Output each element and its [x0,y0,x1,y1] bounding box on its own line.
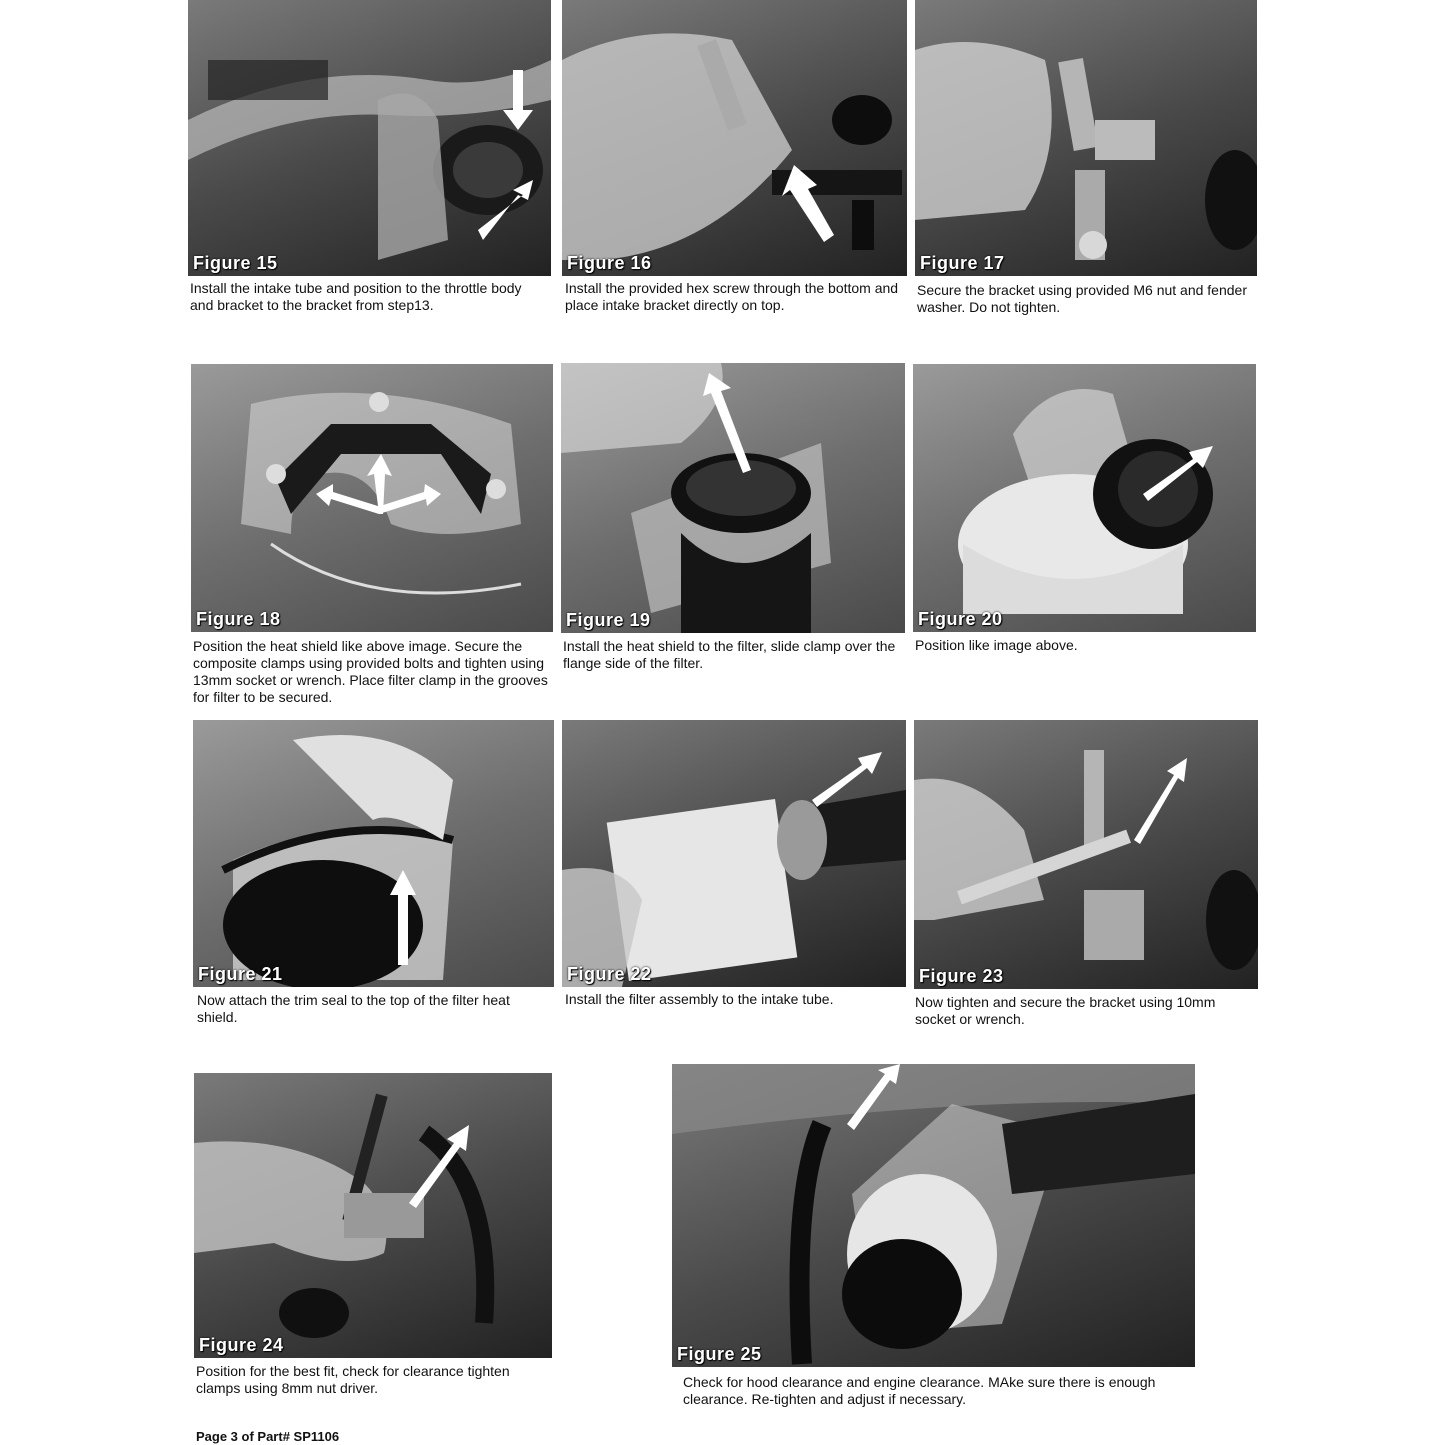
figure-16-photo [562,0,907,276]
figure-label: Figure 20 [918,609,1003,629]
figure-label: Figure 22 [567,964,652,984]
figure-24-illustration [194,1073,552,1358]
figure-21-caption: Now attach the trim seal to the top of the filter heat shield. [197,992,510,1025]
figure-23-caption: Now tighten and secure the bracket using 10mm socket or wrench. [915,994,1216,1027]
figure-label: Figure 25 [677,1344,762,1364]
figure-21-photo [193,720,554,987]
figure-22-photo [562,720,906,987]
figure-15-illustration [188,0,551,276]
page-footer: Page 3 of Part# SP1106 [196,1429,340,1444]
figure-15-caption: Install the intake tube and position to the throttle body and bracket to the bracket from step13. [190,280,522,313]
figure-24-caption: Position for the best fit, check for clearance tighten clamps using 8mm nut driver. [196,1363,510,1396]
figure-25-photo [672,1064,1195,1367]
figure-label: Figure 15 [193,253,278,273]
figure-23-photo [914,720,1258,989]
figure-label: Figure 23 [919,966,1004,986]
figure-label: Figure 19 [566,610,651,630]
figure-18-caption: Position the heat shield like above image. Secure the composite clamps using provided bolts and tighten using 13mm socket or wrench. Place filter clamp in the grooves for filter to be secured. [193,638,548,705]
figure-18-photo [191,364,553,632]
figure-15-photo [188,0,551,276]
figure-label: Figure 18 [196,609,281,629]
figure-17-illustration [915,0,1257,276]
figure-17-photo [915,0,1257,276]
figure-25-illustration [672,1064,1195,1367]
figure-19-illustration [561,363,905,633]
figure-label: Figure 21 [198,964,283,984]
figure-19-caption: Install the heat shield to the filter, slide clamp over the flange side of the filter. [563,638,896,671]
figure-16-caption: Install the provided hex screw through the bottom and place intake bracket directly on top. [565,280,899,313]
figure-22-caption: Install the filter assembly to the intake tube. [565,991,834,1007]
figure-23-illustration [914,720,1258,989]
figure-16-illustration [562,0,907,276]
figure-label: Figure 24 [199,1335,284,1355]
figure-18-illustration [191,364,553,632]
figure-label: Figure 17 [920,253,1005,273]
figure-19-photo [561,363,905,633]
figure-21-illustration [193,720,554,987]
figure-20-photo [913,364,1256,632]
figure-24-photo [194,1073,552,1358]
figure-25-caption: Check for hood clearance and engine clearance. MAke sure there is enough clearance. Re-tighten and adjust if necessary. [683,1374,1156,1407]
figure-22-illustration [562,720,906,987]
figure-17-caption: Secure the bracket using provided M6 nut and fender washer. Do not tighten. [917,282,1247,315]
figure-20-caption: Position like image above. [915,637,1078,653]
figure-20-illustration [913,364,1256,632]
figure-label: Figure 16 [567,253,652,273]
